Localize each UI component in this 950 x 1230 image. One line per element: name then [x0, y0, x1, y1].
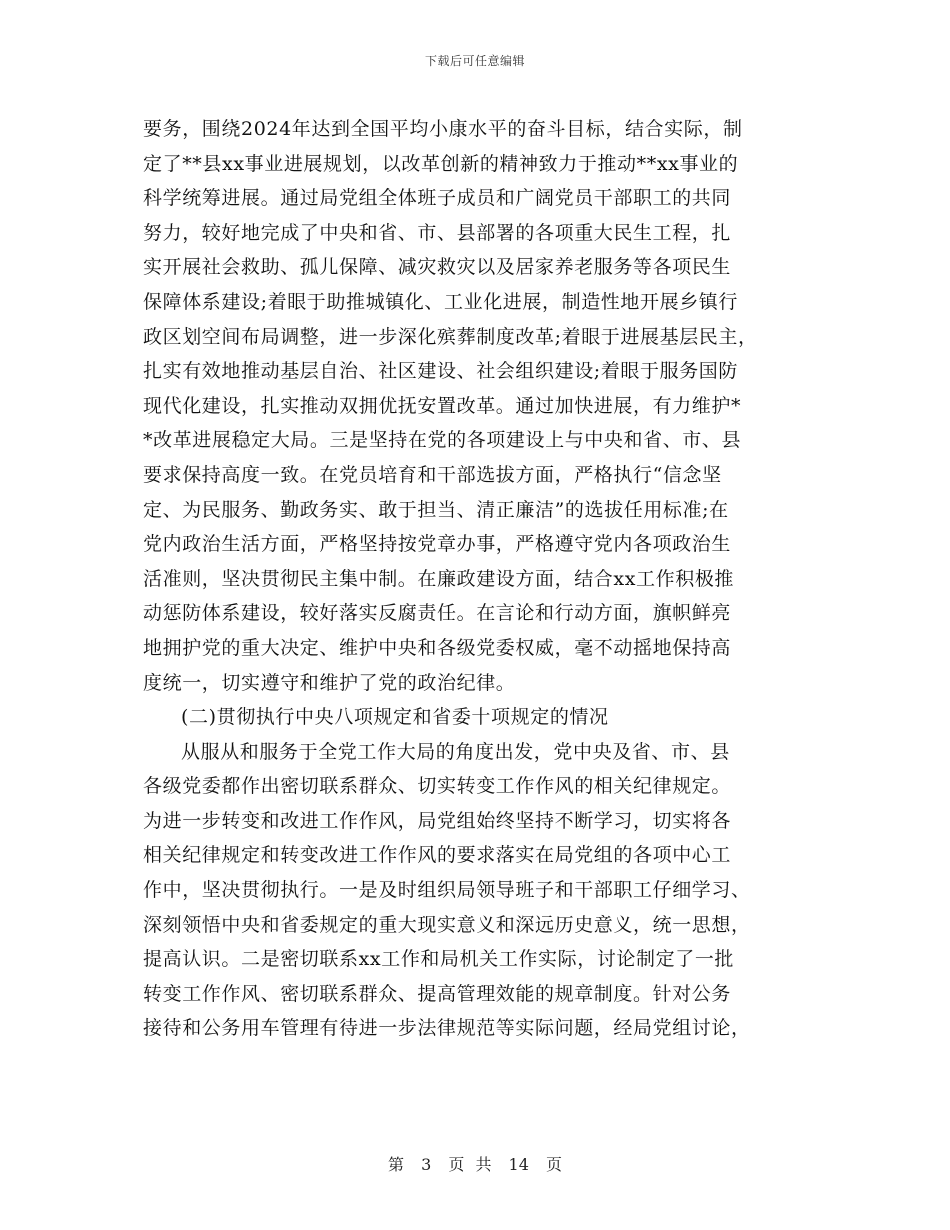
text-line: 实开展社会救助、孤儿保障、减灾救灾以及居家养老服务等各项民生 [143, 256, 732, 279]
text-line: 定、为民服务、勤政务实、敢于担当、清正廉洁”的选拔任用标准;在 [143, 498, 729, 521]
text-line: 政区划空间布局调整，进一步深化殡葬制度改革;着眼于进展基层民主， [143, 325, 758, 348]
text-line: 要务，围绕2024年达到全国平均小康水平的奋斗目标，结合实际，制 [143, 118, 743, 140]
text-line: 扎实有效地推动基层自治、社区建设、社会组织建设;着眼于服务国防 [143, 360, 739, 383]
text-line: 接待和公务用车管理有待进一步法律规范等实际问题，经局党组讨论， [143, 1017, 751, 1040]
text-line: 提高认识。二是密切联系xx工作和局机关工作实际，讨论制定了一批 [143, 948, 735, 971]
page-middle: 页 共 [448, 1155, 492, 1174]
text-line: 保障体系建设;着眼于助推城镇化、工业化进展，制造性地开展乡镇行 [143, 290, 739, 313]
text-line: 要求保持高度一致。在党员培育和干部选拔方面，严格执行“信念坚 [143, 463, 722, 486]
text-line: 活准则，坚决贯彻民主集中制。在廉政建设方面，结合xx工作积极推 [143, 567, 735, 590]
text-line: 地拥护党的重大决定、维护中央和各级党委权威，毫不动摇地保持高 [143, 636, 732, 659]
text-line: 定了**县xx事业进展规划，以改革创新的精神致力于推动**xx事业的 [143, 152, 739, 175]
text-line: 深刻领悟中央和省委规定的重大现实意义和深远历史意义，统一思想， [143, 913, 751, 936]
text-line: 动惩防体系建设，较好落实反腐责任。在言论和行动方面，旗帜鲜亮 [143, 602, 732, 625]
text-line: 从服从和服务于全党工作大局的角度出发，党中央及省、市、县 [181, 740, 730, 763]
text-line: 相关纪律规定和转变改进工作作风的要求落实在局党组的各项中心工 [143, 844, 732, 867]
text-line: 作中，坚决贯彻执行。一是及时组织局领导班子和干部职工仔细学习、 [143, 879, 751, 902]
text-line: 现代化建设，扎实推动双拥优抚安置改革。通过加快进展，有力维护* [143, 394, 742, 417]
document-body [143, 112, 823, 1046]
page-prefix: 第 [387, 1155, 404, 1174]
text-line: 各级党委都作出密切联系群众、切实转变工作作风的相关纪律规定。 [143, 775, 732, 798]
text-line: *改革进展稳定大局。三是坚持在党的各项建设上与中央和省、市、县 [143, 429, 742, 452]
text-line: 科学统筹进展。通过局党组全体班子成员和广阔党员干部职工的共同 [143, 187, 732, 210]
section-heading: (二)贯彻执行中央八项规定和省委十项规定的情况 [181, 706, 609, 729]
text-line: 努力，较好地完成了中央和省、市、县部署的各项重大民生工程，扎 [143, 221, 732, 244]
page-header: 下载后可任意编辑 [424, 54, 525, 68]
page-suffix: 页 [546, 1155, 563, 1174]
page-number: 3 [421, 1155, 432, 1174]
page-total: 14 [508, 1155, 529, 1174]
text-line: 转变工作作风、密切联系群众、提高管理效能的规章制度。针对公务 [143, 982, 732, 1005]
text-line: 党内政治生活方面，严格坚持按党章办事，严格遵守党内各项政治生 [143, 533, 732, 556]
text-line: 为进一步转变和改进工作作风，局党组始终坚持不断学习，切实将各 [143, 809, 732, 832]
text-line: 度统一，切实遵守和维护了党的政治纪律。 [143, 671, 516, 694]
page-footer [0, 1152, 950, 1175]
